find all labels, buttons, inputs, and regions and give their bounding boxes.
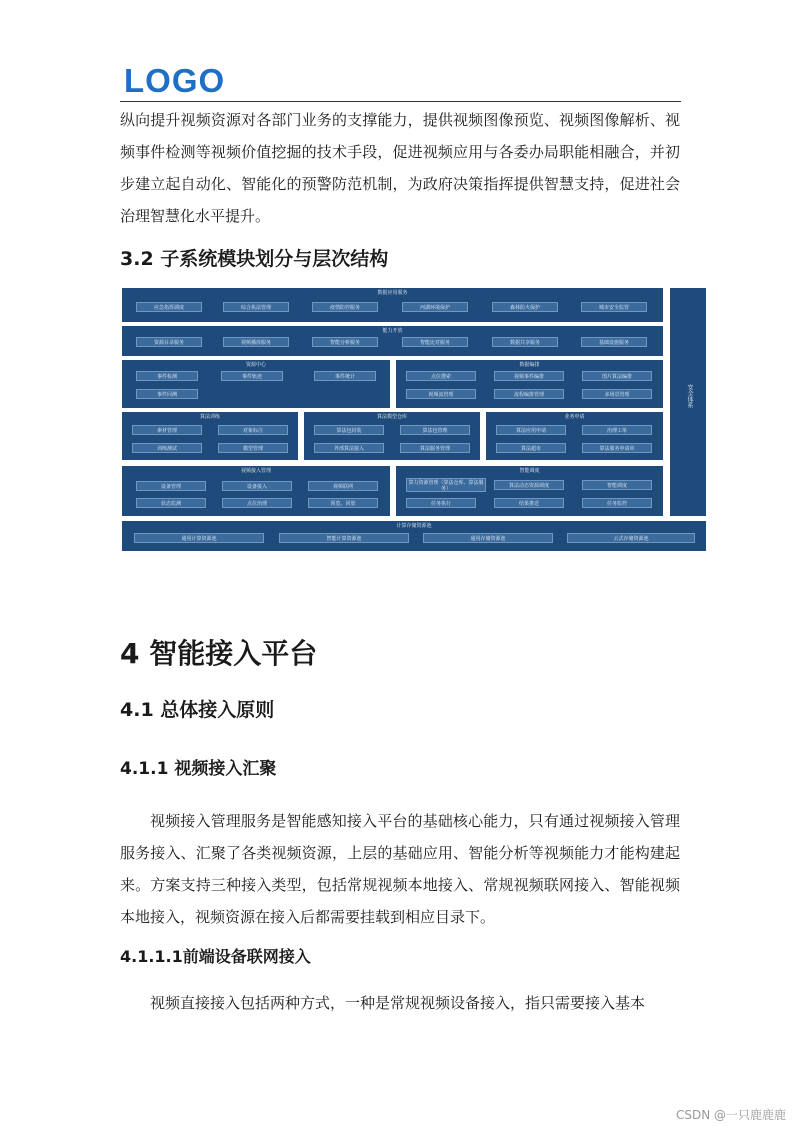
diagram-cell: 流程编排管理: [494, 389, 564, 399]
diagram-cell: 算法服务管理: [400, 443, 470, 453]
diagram-cell: 智能计算资源池: [279, 533, 409, 543]
diagram-cell: 治理工单: [582, 425, 652, 435]
diagram-cell: 结果推送: [494, 498, 564, 508]
block-algorithm-training: [122, 412, 298, 460]
diagram-cell: 智能分析服务: [312, 337, 378, 347]
diagram-cell: 云式存储资源池: [567, 533, 695, 543]
block-title: 算法训练: [199, 414, 220, 420]
diagram-cell: 外部算法接入: [314, 443, 384, 453]
diagram-cell: 图片算法编排: [582, 371, 652, 381]
section-heading-4-1-1: 4.1.1 视频接入汇聚: [120, 759, 277, 779]
diagram-cell: 算力资源管理（算法仓库、算法服务）: [406, 478, 486, 492]
block-data-orchestration: [396, 360, 663, 408]
diagram-cell: 训练测试: [132, 443, 202, 453]
diagram-cell: 多场景管理: [582, 389, 652, 399]
diagram-cell: 疫情防控服务: [312, 302, 378, 312]
diagram-cell: 智能比对服务: [402, 337, 468, 347]
diagram-cell: 事件轨迹: [221, 371, 283, 381]
diagram-cell: 事件回溯: [136, 389, 198, 399]
block-title: 算法模型仓库: [376, 414, 407, 420]
footer-watermark: CSDN @一只鹿鹿鹿: [675, 1108, 786, 1122]
diagram-cell: 点位搜索: [406, 371, 476, 381]
diagram-cell: 素材管理: [132, 425, 202, 435]
section-heading-3-2: 3.2 子系统模块划分与层次结构: [120, 248, 389, 270]
diagram-cell: 视频流管理: [406, 389, 476, 399]
intro-paragraph: 纵向提升视频资源对各部门业务的支撑能力，提供视频图像预览、视频图像解析、视频事件检测等视频价值挖掘的技术手段，促进视频应用与各委办局职能相融合，并初步建立起自动化、智能化的预警防范机制，为政府决策指挥提供智慧支持，促进社会治理智慧化水平提升。: [120, 111, 680, 225]
block-data-application: [122, 288, 663, 322]
diagram-cell: 数据共享服务: [492, 337, 558, 347]
diagram-cell: 任务执行: [406, 498, 476, 508]
diagram-cell: 城市安全监管: [581, 302, 647, 312]
section-heading-4-1-1-1: 4.1.1.1前端设备联网接入: [120, 947, 311, 966]
diagram-cell: 事件检测: [136, 371, 198, 381]
diagram-cell: 基础设施服务: [581, 337, 647, 347]
block-title: 智能调度: [519, 468, 540, 474]
diagram-cell: 算法包管理: [400, 425, 470, 435]
block-resource-center: [122, 360, 390, 408]
block-title: 计算存储资源池: [396, 523, 432, 529]
diagram-cell: 视频事件编排: [494, 371, 564, 381]
block-capability-open: [122, 326, 663, 356]
diagram-cell: 算法应用申请: [496, 425, 566, 435]
diagram-cell: 算法动态资源调度: [494, 480, 564, 490]
block-title: 数据编排: [519, 362, 540, 368]
block-title: 业务申请: [564, 414, 585, 420]
block-title: 资源中心: [245, 362, 266, 368]
diagram-cell: 应急指挥调度: [136, 302, 202, 312]
diagram-cell: 森林防火保护: [492, 302, 558, 312]
diagram-cell: 设备管理: [136, 481, 206, 491]
block-video-access: [122, 466, 390, 516]
block-business-request: [486, 412, 663, 460]
paragraph-4-1-1-1: 视频直接接入包括两种方式，一种是常规视频设备接入，指只需要接入基本: [150, 994, 646, 1012]
diagram-cell: 综合执法管理: [223, 302, 289, 312]
diagram-cell: 算法包封装: [314, 425, 384, 435]
diagram-cell: 算法超市: [496, 443, 566, 453]
block-compute-storage-pool: [122, 521, 706, 551]
diagram-cell: 资源目录服务: [136, 337, 202, 347]
diagram-cell: 设备接入: [222, 481, 292, 491]
block-title: 视频接入管理: [240, 468, 271, 474]
section-heading-4-1: 4.1 总体接入原则: [120, 699, 275, 721]
diagram-cell: 点位治理: [222, 498, 292, 508]
diagram-cell: 智能调度: [582, 480, 652, 490]
block-security-system: [670, 288, 706, 516]
logo: LOGO: [124, 62, 226, 99]
diagram-cell: 视频联网: [308, 481, 378, 491]
diagram-cell: 视频播放服务: [223, 337, 289, 347]
diagram-cell: 对象标注: [218, 425, 288, 435]
diagram-cell: 通用存储资源池: [423, 533, 553, 543]
block-title: 数据应用服务: [377, 290, 408, 296]
diagram-cell: 通用计算资源池: [134, 533, 264, 543]
block-algorithm-repository: [304, 412, 480, 460]
block-smart-scheduling: [396, 466, 663, 516]
side-panel-label: 安全体系: [686, 384, 693, 408]
diagram-cell: 算法服务申请单: [582, 443, 652, 453]
architecture-diagram: [122, 288, 706, 552]
paragraph-4-1-1: 视频接入管理服务是智能感知接入平台的基础核心能力，只有通过视频接入管理服务接入、汇聚了各类视频资源，上层的基础应用、智能分析等视频能力才能构建起来。方案支持三种接入类型，包括常规视频本地接入、常规视频联网接入、智能视频本地接入，视频资源在接入后都需要挂载到相应目录下。: [120, 812, 680, 926]
diagram-cell: 任务监控: [582, 498, 652, 508]
diagram-cell: 事件统计: [314, 371, 376, 381]
block-title: 能力开放: [382, 328, 403, 334]
diagram-cell: 预览、回放: [308, 498, 378, 508]
header-divider: [120, 101, 681, 102]
diagram-cell: 河湖环境保护: [402, 302, 468, 312]
diagram-cell: 模型管理: [218, 443, 288, 453]
diagram-cell: 状态监测: [136, 498, 206, 508]
chapter-heading-4: 4 智能接入平台: [120, 637, 318, 670]
